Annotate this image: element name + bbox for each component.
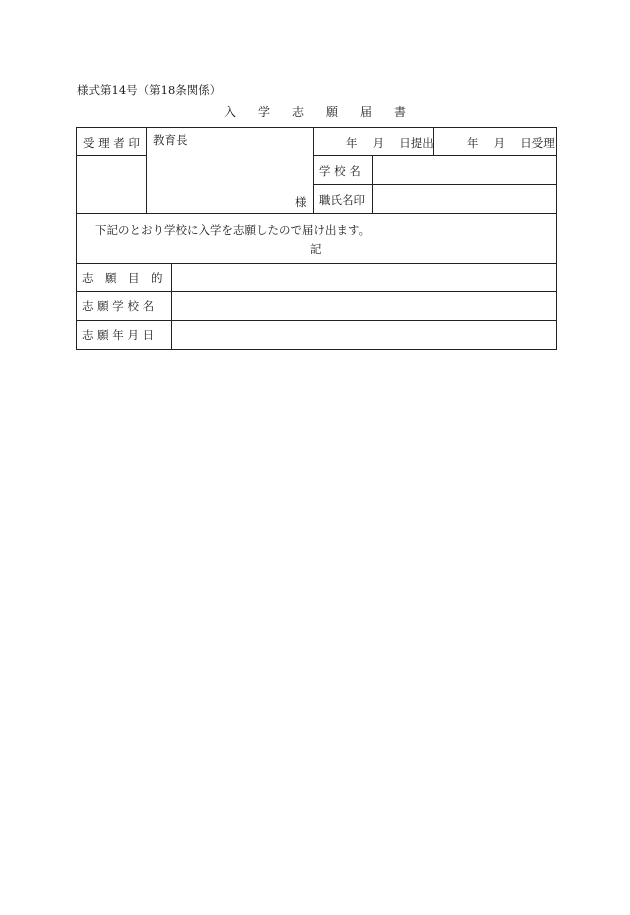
title-char: 書	[394, 105, 407, 119]
received-date-field[interactable]: 年 月 日受理	[467, 136, 555, 150]
title-char: 願	[326, 105, 339, 119]
row-divider	[76, 213, 557, 214]
note-heading: 記	[310, 242, 322, 256]
title-char: 届	[360, 105, 373, 119]
col-divider	[146, 127, 147, 213]
honorific: 様	[295, 195, 307, 209]
title-char: 志	[291, 105, 304, 119]
row-divider	[313, 184, 557, 185]
form-table	[76, 127, 557, 350]
purpose-field[interactable]	[178, 270, 548, 286]
school-name-field[interactable]	[380, 163, 550, 179]
row-divider	[76, 263, 557, 264]
addressee: 教育長	[153, 133, 188, 147]
stamp-label: 受 理 者 印	[83, 136, 140, 150]
col-divider	[171, 263, 172, 350]
submitted-date-field[interactable]: 年 月 日提出	[346, 136, 434, 150]
title-char: 学	[257, 105, 270, 119]
application-date-field[interactable]	[178, 327, 548, 343]
purpose-label: 志 願 目 的	[82, 271, 163, 285]
target-school-label: 志 願 学 校 名	[82, 299, 155, 313]
title-name-field[interactable]	[380, 192, 550, 208]
title-name-label: 職氏名印	[319, 193, 365, 207]
form-number: 様式第14号（第18条関係）	[77, 83, 222, 97]
row-divider	[76, 291, 557, 292]
row-divider	[76, 155, 146, 156]
form-title	[0, 103, 630, 120]
statement-text: 下記のとおり学校に入学を志願したので届け出ます。	[95, 223, 371, 237]
col-divider	[372, 155, 373, 213]
row-divider	[76, 320, 557, 321]
title-char: 入	[223, 105, 236, 119]
row-divider	[313, 155, 557, 156]
target-school-field[interactable]	[178, 298, 548, 314]
application-date-label: 志 願 年 月 日	[82, 328, 155, 342]
col-divider	[313, 127, 314, 213]
school-name-label: 学 校 名	[319, 164, 361, 178]
